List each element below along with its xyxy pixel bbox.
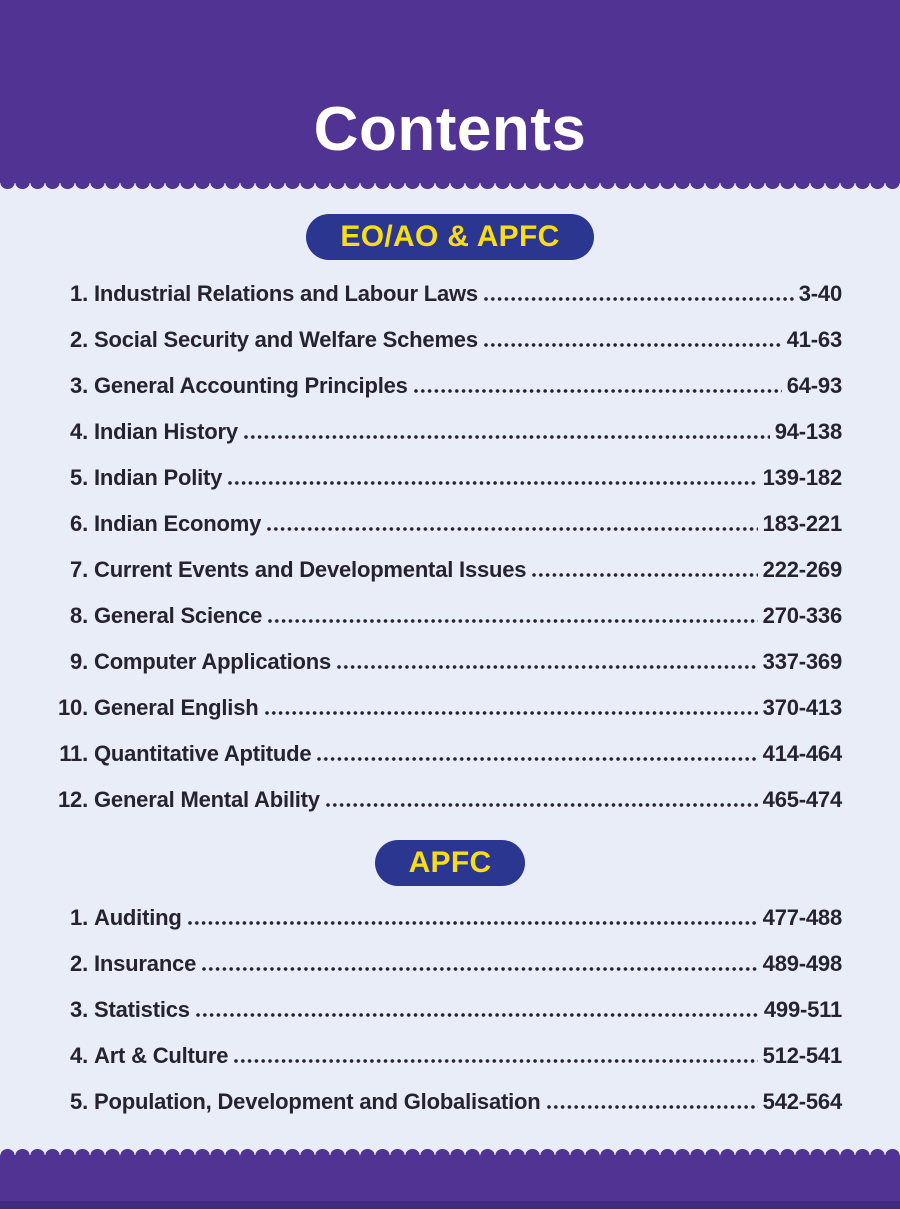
toc-entry: [58, 547, 842, 593]
section-apfc: [0, 823, 900, 1125]
dotted-leader: [196, 1013, 759, 1017]
toc-entry-title: Indian Polity: [94, 465, 223, 490]
dotted-leader: [532, 573, 757, 577]
toc-entry-number: 6.: [70, 511, 88, 536]
toc-entry-number: 3.: [70, 373, 88, 398]
toc-entry: [58, 501, 842, 547]
toc-entry-number: 11.: [59, 741, 88, 766]
dotted-leader: [265, 711, 758, 715]
toc-entry-number: 3.: [70, 997, 88, 1022]
toc-entry-title: Indian Economy: [94, 511, 262, 536]
toc-entry-title: Insurance: [94, 951, 197, 976]
toc-entry-number: 12.: [58, 787, 88, 812]
toc-list-eo-ao-apfc: [58, 260, 842, 823]
toc-entry-number: 5.: [70, 1089, 88, 1114]
page-footer: [0, 1145, 900, 1209]
dotted-leader: [484, 343, 782, 347]
dotted-leader: [244, 435, 770, 439]
toc-entry-title: Current Events and Developmental Issues: [94, 557, 527, 582]
toc-entry: [58, 271, 842, 317]
toc-entry-title: Auditing: [94, 905, 182, 930]
toc-entry-title: General Mental Ability: [94, 787, 320, 812]
toc-entry: [58, 363, 842, 409]
toc-entry: [58, 317, 842, 363]
toc-entry: [58, 1033, 842, 1079]
dotted-leader: [228, 481, 757, 485]
toc-entry-pages: 183-221: [762, 511, 842, 536]
toc-entry-number: 4.: [70, 419, 88, 444]
toc-entry-pages: 465-474: [762, 787, 842, 812]
toc-entry-pages: 222-269: [762, 557, 842, 582]
dotted-leader: [547, 1105, 758, 1109]
footer-dark-strip: [0, 1201, 900, 1209]
toc-entry-number: 2.: [70, 951, 88, 976]
footer-scalloped-edge: [0, 1145, 900, 1155]
toc-entry: [58, 685, 842, 731]
footer-band: [0, 1155, 900, 1201]
toc-entry-pages: 94-138: [774, 419, 842, 444]
toc-entry-number: 4.: [70, 1043, 88, 1068]
toc-entry-pages: 542-564: [762, 1089, 842, 1114]
toc-entry-number: 10.: [58, 695, 88, 720]
toc-entry-pages: 512-541: [762, 1043, 842, 1068]
toc-entry-pages: 270-336: [762, 603, 842, 628]
toc-entry: [58, 639, 842, 685]
toc-entry-title: General Accounting Principles: [94, 373, 408, 398]
toc-entry: [58, 455, 842, 501]
toc-entry: [58, 777, 842, 823]
toc-entry-number: 8.: [70, 603, 88, 628]
toc-entry: [58, 895, 842, 941]
section-eo-ao-apfc: [0, 193, 900, 823]
toc-entry: [58, 409, 842, 455]
toc-entry-pages: 414-464: [762, 741, 842, 766]
toc-entry: [58, 987, 842, 1033]
toc-entry-title: Indian History: [94, 419, 238, 444]
toc-entry-pages: 370-413: [762, 695, 842, 720]
toc-entry-pages: 41-63: [786, 327, 842, 352]
section-badge-apfc: APFC: [375, 840, 526, 886]
page-header: [0, 0, 900, 183]
dotted-leader: [234, 1059, 757, 1063]
dotted-leader: [326, 803, 758, 807]
toc-entry: [58, 731, 842, 777]
toc-entry-pages: 139-182: [762, 465, 842, 490]
badge-container: [0, 823, 900, 886]
toc-entry-pages: 477-488: [762, 905, 842, 930]
toc-entry-title: General Science: [94, 603, 263, 628]
dotted-leader: [484, 297, 794, 301]
toc-entry-title: Industrial Relations and Labour Laws: [94, 281, 478, 306]
toc-entry-title: Population, Development and Globalisation: [94, 1089, 541, 1114]
badge-container: [0, 193, 900, 260]
toc-entry-number: 2.: [70, 327, 88, 352]
dotted-leader: [267, 527, 758, 531]
toc-entry: [58, 1079, 842, 1125]
toc-entry-number: 9.: [70, 649, 88, 674]
toc-entry-pages: 489-498: [762, 951, 842, 976]
dotted-leader: [202, 967, 758, 971]
toc-body: [0, 193, 900, 1125]
dotted-leader: [337, 665, 758, 669]
toc-entry-pages: 64-93: [786, 373, 842, 398]
dotted-leader: [317, 757, 757, 761]
toc-entry-pages: 499-511: [763, 997, 842, 1022]
toc-entry-number: 7.: [70, 557, 88, 582]
toc-entry-number: 1.: [70, 281, 88, 306]
toc-entry-title: Art & Culture: [94, 1043, 229, 1068]
toc-entry-title: Statistics: [94, 997, 190, 1022]
toc-list-apfc: [58, 886, 842, 1125]
page-title: Contents: [313, 95, 587, 164]
header-scalloped-edge: [0, 183, 900, 193]
toc-entry-title: General English: [94, 695, 259, 720]
dotted-leader: [414, 389, 782, 393]
toc-entry-title: Quantitative Aptitude: [94, 741, 312, 766]
section-badge-eo-ao-apfc: EO/AO & APFC: [306, 214, 593, 260]
toc-entry-title: Computer Applications: [94, 649, 331, 674]
dotted-leader: [268, 619, 757, 623]
toc-entry: [58, 593, 842, 639]
toc-entry-pages: 337-369: [762, 649, 842, 674]
dotted-leader: [188, 921, 758, 925]
toc-entry: [58, 941, 842, 987]
toc-entry-number: 1.: [70, 905, 88, 930]
toc-entry-number: 5.: [70, 465, 88, 490]
toc-entry-pages: 3-40: [798, 281, 842, 306]
toc-entry-title: Social Security and Welfare Schemes: [94, 327, 478, 352]
